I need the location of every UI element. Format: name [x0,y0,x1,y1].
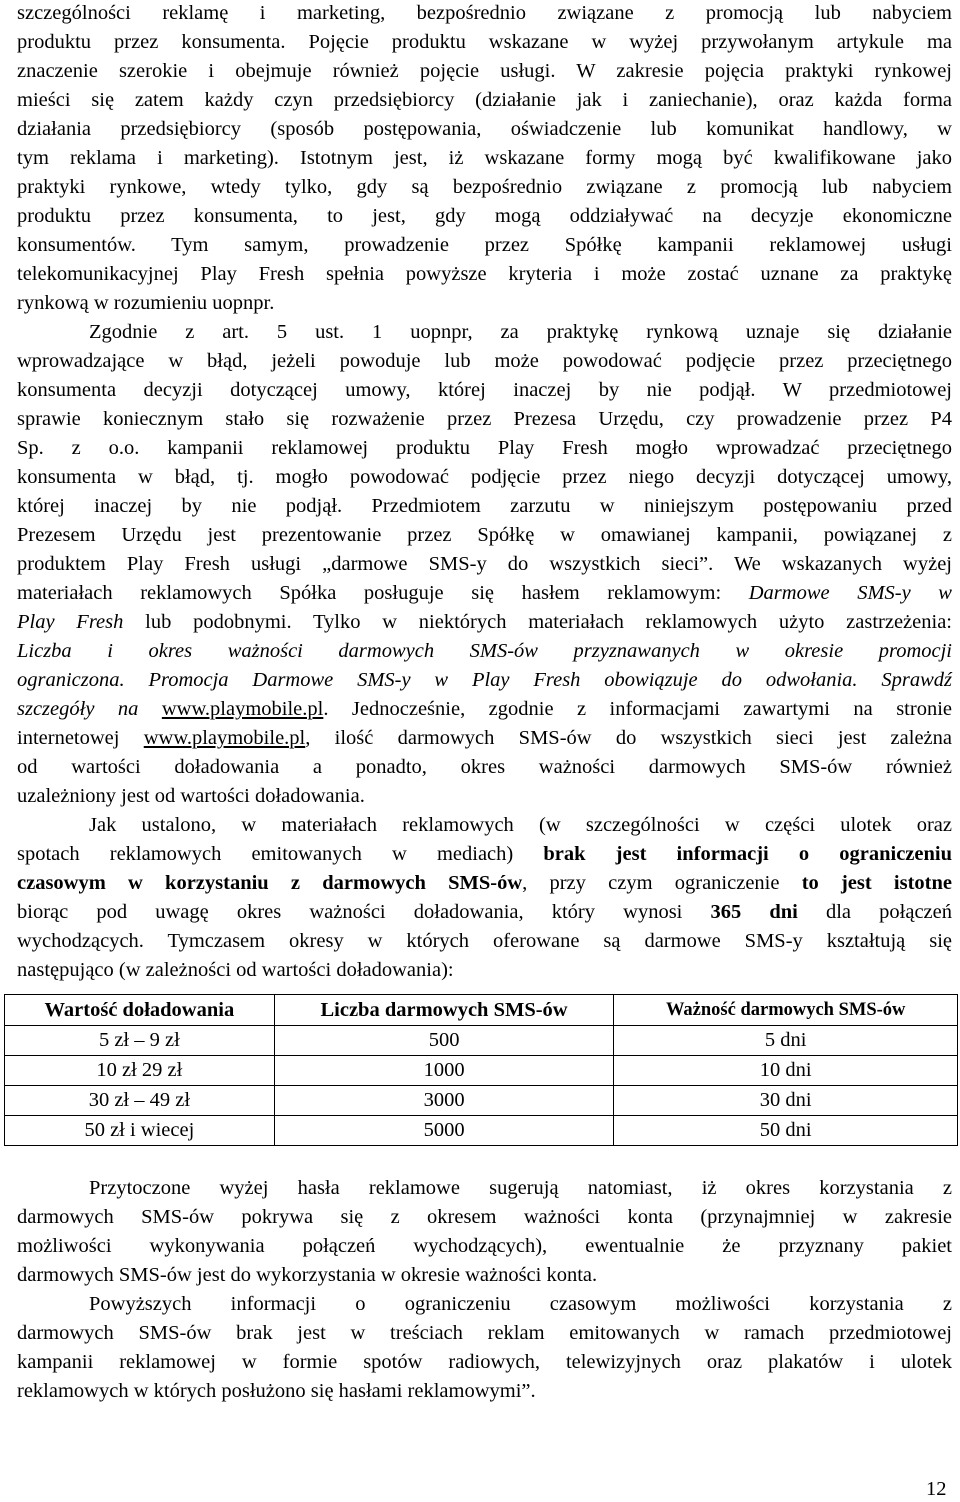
text-line: sprawie koniecznym stało się rozważenie przez Prezesa Urzędu, czy prowadzenie przez P4 [17,408,952,430]
text-segment: dla połączeń [797,901,952,923]
table-cell: 500 [274,1026,614,1056]
table-cell: 10 dni [614,1056,958,1086]
text-line [17,870,952,896]
table-cell: 30 dni [614,1086,958,1116]
bold-segment: 365 dni [710,901,798,923]
text-line: Sp. z o.o. kampanii reklamowej produktu Play Fresh mogło wprowadzać przeciętnego [17,437,952,459]
text-line [17,580,952,606]
text-line: konsumenta decyzji dotyczącej umowy, której inaczej by nie podjął. W przedmiotowej [17,379,952,401]
text-segment: biorąc pod uwagę okres ważności doładowania, który wynosi [17,901,711,923]
table-cell: 1000 [274,1056,614,1086]
text-line [17,899,952,925]
table-cell: 50 zł i wiecej [5,1116,275,1146]
column-header: Wartość doładowania [5,995,275,1026]
text-segment: lub podobnymi. Tylko w niektórych materiałach reklamowych użyto zastrzeżenia: [123,611,952,633]
text-line: darmowych SMS-ów jest do wykorzystania w okresie ważności konta. [17,1264,598,1286]
text-line: konsumenta w błąd, tj. mogło powodować podjęcie przez niego decyzji dotyczącej umowy, [17,466,952,488]
text-segment: . Jednocześnie, zgodnie z informacjami zawartymi na stronie [323,698,952,720]
slogan-italic: Play Fresh [17,611,124,633]
text-line [17,841,952,867]
text-line: wprowadzające w błąd, jeżeli powoduje lub może powodować podjęcie przez przeciętnego [17,350,952,372]
table-row [5,1086,958,1116]
text-line: Przytoczone wyżej hasła reklamowe sugerują natomiast, iż okres korzystania z [89,1177,952,1199]
text-line: produktu przez konsumenta. Pojęcie produktu wskazane w wyżej przywołanym artykule ma [17,31,952,53]
page-number: 12 [926,1478,947,1500]
text-line: następująco (w zależności od wartości doładowania): [17,959,454,981]
text-line: konsumentów. Tym samym, prowadzenie przez Spółkę kampanii reklamowej usługi [17,234,952,256]
table-row [5,1026,958,1056]
text-line: tym reklama i marketing). Istotnym jest, iż wskazane formy mogą być kwalifikowane jako [17,147,952,169]
text-segment: internetowej [17,727,144,749]
text-line [17,696,952,722]
text-line: możliwości wykonywania połączeń wychodzących), ewentualnie że przyznany pakiet [17,1235,952,1257]
disclaimer-line: Liczba i okres ważności darmowych SMS-ów przyznawanych w okresie promocji [17,640,952,662]
text-segment: , ilość darmowych SMS-ów do wszystkich sieci jest zależna [305,727,952,749]
text-line: uzależniony jest od wartości doładowania. [17,785,365,807]
bold-segment: brak jest informacji o ograniczeniu [543,843,953,865]
table-cell: 5 zł – 9 zł [5,1026,275,1056]
text-line: działania przedsiębiorcy (sposób postępowania, oświadczenie lub komunikat handlowy, w [17,118,952,140]
bold-segment: czasowym w korzystaniu z darmowych SMS-ów [17,872,523,894]
table-cell: 10 zł 29 zł [5,1056,275,1086]
text-line: której inaczej by nie podjął. Przedmiotem zarzutu w niniejszym postępowaniu przed [17,495,952,517]
text-line: praktyki rynkowe, wtedy tylko, gdy są bezpośrednio związane z promocją lub nabyciem [17,176,952,198]
text-line: telekomunikacyjnej Play Fresh spełnia powyższe kryteria i może zostać uznane za praktykę [17,263,952,285]
table-cell: 5000 [274,1116,614,1146]
website-link[interactable]: www.playmobile.pl [143,727,306,749]
column-header: Ważność darmowych SMS-ów [614,995,958,1026]
text-line: rynkową w rozumieniu uopnpr. [17,292,275,314]
table-cell: 5 dni [614,1026,958,1056]
table-row [5,1056,958,1086]
text-line: szczególności reklamę i marketing, bezpośrednio związane z promocją lub nabyciem [17,2,952,24]
table-header-row [5,995,958,1026]
slogan-italic: Darmowe SMS-y w [748,582,952,604]
table-row [5,1116,958,1146]
text-line: darmowych SMS-ów pokrywa się z okresem ważności konta (przynajmniej w zakresie [17,1206,952,1228]
text-line: Powyższych informacji o ograniczeniu czasowym możliwości korzystania z [89,1293,952,1315]
text-line: produktu przez konsumenta, to jest, gdy mogą oddziaływać na decyzje ekonomiczne [17,205,952,227]
text-line: Jak ustalono, w materiałach reklamowych (w szczególności w części ulotek oraz [89,814,952,836]
text-segment: spotach reklamowych emitowanych w mediach) [17,843,544,865]
text-line: od wartości doładowania a ponadto, okres ważności darmowych SMS-ów również [17,756,952,778]
text-line: mieści się zatem każdy czyn przedsiębiorcy (działanie jak i zaniechanie), oraz każda forma [17,89,952,111]
bold-segment: to jest istotne [801,872,953,894]
table-cell: 50 dni [614,1116,958,1146]
disclaimer-segment: szczegóły na [17,698,162,720]
text-segment: , przy czym ograniczenie [522,872,802,894]
column-header: Liczba darmowych SMS-ów [274,995,614,1026]
text-line: reklamowych w których posłużono się hasłami reklamowymi”. [17,1380,536,1402]
table-cell: 30 zł – 49 zł [5,1086,275,1116]
sms-table [4,994,958,1146]
disclaimer-line: ograniczona. Promocja Darmowe SMS-y w Play Fresh obowiązuje do odwołania. Sprawdź [17,669,952,691]
text-line [17,609,952,635]
text-line: znaczenie szerokie i obejmuje również pojęcie usługi. W zakresie pojęcia praktyki rynkowej [17,60,952,82]
text-line [17,725,952,751]
text-line: wychodzących. Tymczasem okresy w których oferowane są darmowe SMS-y kształtują się [17,930,952,952]
text-line: darmowych SMS-ów brak jest w treściach reklam emitowanych w ramach przedmiotowej [17,1322,952,1344]
text-segment: materiałach reklamowych Spółka posługuje się hasłem reklamowym: [17,582,749,604]
table-cell: 3000 [274,1086,614,1116]
text-line: Zgodnie z art. 5 ust. 1 uopnpr, za praktykę rynkową uznaje się działanie [89,321,952,343]
text-line: Prezesem Urzędu jest prezentowanie przez Spółkę w omawianej kampanii, powiązanej z [17,524,952,546]
website-link[interactable]: www.playmobile.pl [161,698,324,720]
text-line: kampanii reklamowej w formie spotów radiowych, telewizyjnych oraz plakatów i ulotek [17,1351,952,1373]
text-line: produktem Play Fresh usługi „darmowe SMS-y do wszystkich sieci”. We wskazanych wyżej [17,553,952,575]
